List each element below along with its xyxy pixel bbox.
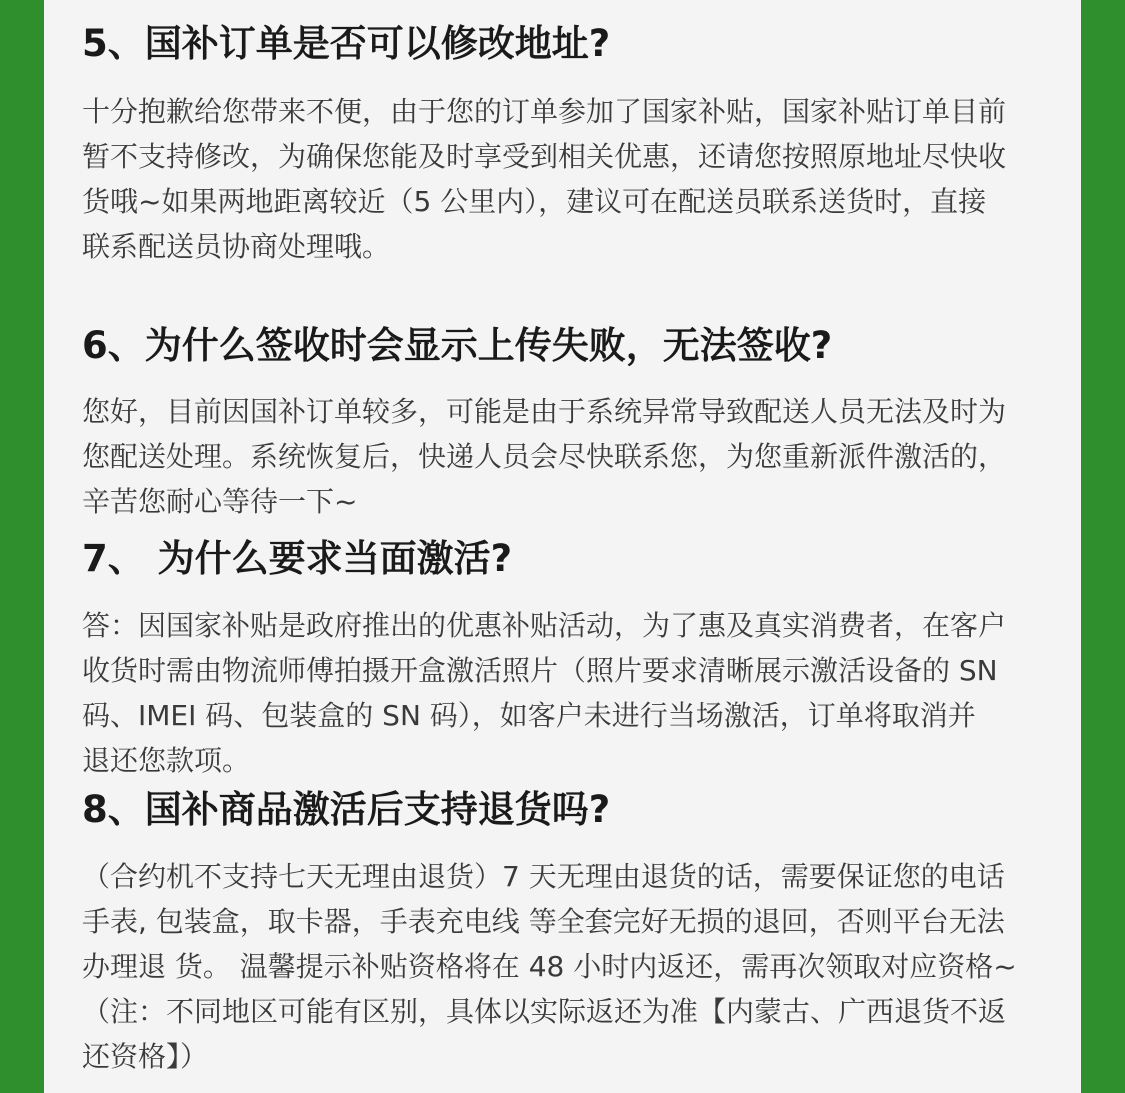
faq-answer-8 bbox=[82, 854, 1052, 1079]
answer-line: 暂不支持修改，为确保您能及时享受到相关优惠，还请您按照原地址尽快收 bbox=[82, 140, 1007, 173]
faq-question-5-title: 5、国补订单是否可以修改地址? bbox=[82, 22, 611, 65]
left-green-border bbox=[0, 0, 44, 1093]
answer-line: 您好，目前因国补订单较多，可能是由于系统异常导致配送人员无法及时为 bbox=[82, 395, 1007, 428]
answer-line: （合约机不支持七天无理由退货）7 天无理由退货的话，需要保证您的电话 bbox=[82, 860, 1005, 893]
answer-line: 还资格】） bbox=[82, 1040, 209, 1073]
answer-line: 码、IMEI 码、包装盒的 SN 码），如客户未进行当场激活，订单将取消并 bbox=[82, 699, 976, 732]
answer-line: 办理退 货。 温馨提示补贴资格将在 48 小时内返还，需再次领取对应资格~ bbox=[82, 950, 1017, 983]
answer-line: 十分抱歉给您带来不便，由于您的订单参加了国家补贴，国家补贴订单目前 bbox=[82, 95, 1007, 128]
answer-line: （注：不同地区可能有区别，具体以实际返还为准【内蒙古、广西退货不返 bbox=[82, 995, 1007, 1028]
answer-line: 答：因国家补贴是政府推出的优惠补贴活动，为了惠及真实消费者，在客户 bbox=[82, 609, 1007, 642]
answer-line: 辛苦您耐心等待一下~ bbox=[82, 485, 358, 518]
right-green-border bbox=[1081, 0, 1125, 1093]
answer-line: 货哦~如果两地距离较近（5 公里内），建议可在配送员联系送货时，直接 bbox=[82, 185, 987, 218]
faq-answer-6 bbox=[82, 389, 1052, 524]
faq-question-6-title: 6、为什么签收时会显示上传失败，无法签收? bbox=[82, 324, 833, 367]
answer-line: 联系配送员协商处理哦。 bbox=[82, 230, 391, 263]
faq-answer-7 bbox=[82, 603, 1052, 783]
answer-line: 您配送处理。系统恢复后，快递人员会尽快联系您，为您重新派件激活的， bbox=[82, 440, 1007, 473]
answer-line: 手表, 包装盒，取卡器，手表充电线 等全套完好无损的退回，否则平台无法 bbox=[82, 905, 1005, 938]
faq-question-8-title: 8、国补商品激活后支持退货吗? bbox=[82, 788, 611, 831]
faq-question-7-title: 7、 为什么要求当面激活? bbox=[82, 537, 513, 580]
faq-answer-5 bbox=[82, 89, 1052, 269]
answer-line: 退还您款项。 bbox=[82, 744, 251, 777]
answer-line: 收货时需由物流师傅拍摄开盒激活照片（照片要求清晰展示激活设备的 SN bbox=[82, 654, 998, 687]
